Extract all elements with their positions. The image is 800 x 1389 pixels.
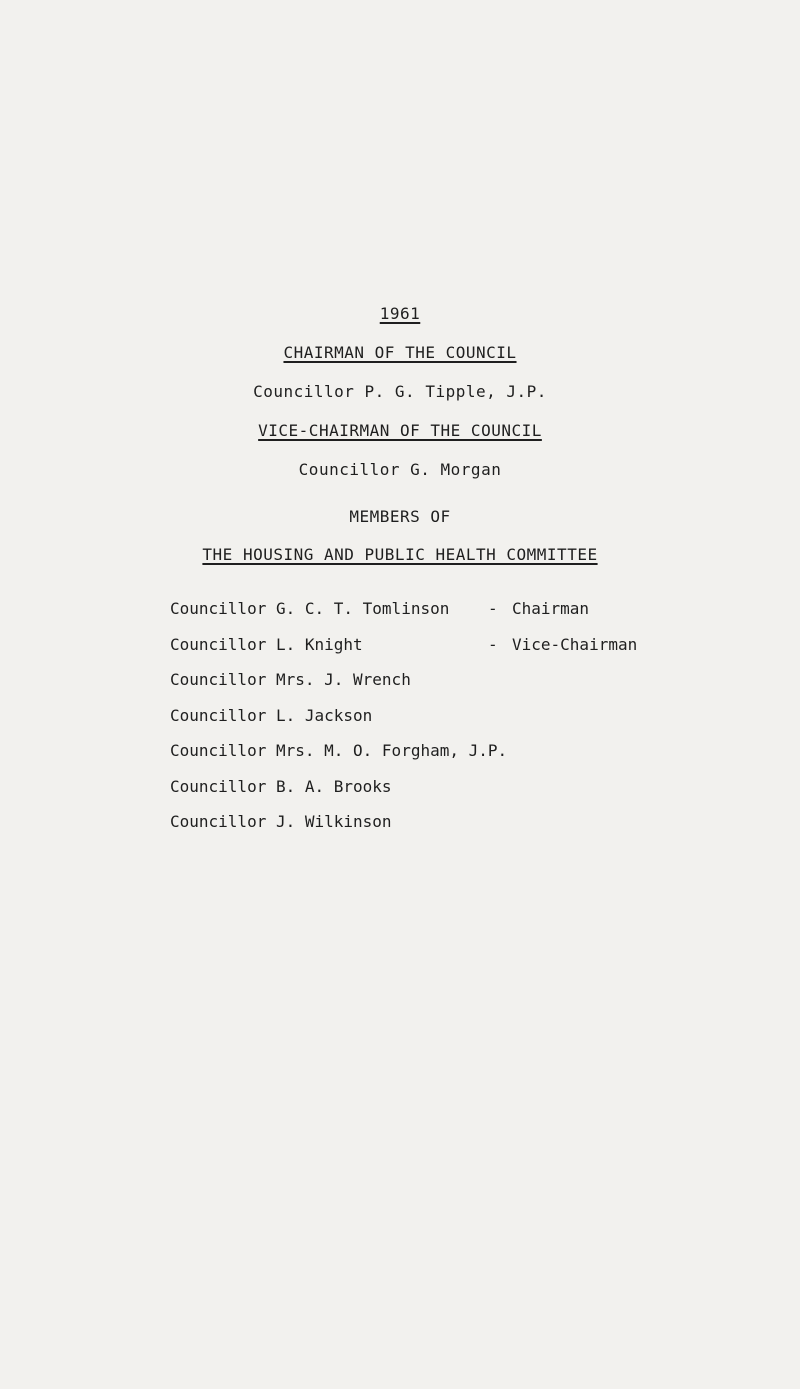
year-heading <box>0 304 800 323</box>
member-role: Chairman <box>512 599 590 618</box>
member-name: Councillor B. A. Brooks <box>170 776 392 796</box>
member-role: Vice-Chairman <box>512 634 638 654</box>
chairman-heading-text: CHAIRMAN OF THE COUNCIL <box>283 343 517 362</box>
committee-heading-line1: MEMBERS OF <box>349 507 451 526</box>
committee-heading-line2 <box>0 545 800 564</box>
member-name: Councillor L. Knight <box>170 634 363 654</box>
chairman-name: Councillor P. G. Tipple, J.P. <box>253 382 547 401</box>
member-name: Councillor J. Wilkinson <box>170 812 392 831</box>
committee-heading-text: THE HOUSING AND PUBLIC HEALTH COMMITTEE <box>202 545 598 564</box>
vice-chairman-heading-text: VICE-CHAIRMAN OF THE COUNCIL <box>258 421 542 440</box>
member-name: Councillor Mrs. M. O. Forgham, J.P. <box>170 741 508 760</box>
year-text: 1961 <box>379 304 421 323</box>
chairman-heading <box>0 343 800 362</box>
vice-chairman-name: Councillor G. Morgan <box>298 460 502 479</box>
vice-chairman-heading <box>0 421 800 440</box>
member-name: Councillor G. C. T. Tomlinson <box>170 599 450 618</box>
member-name: Councillor Mrs. J. Wrench <box>170 670 411 689</box>
member-dash: - <box>488 634 498 654</box>
member-name: Councillor L. Jackson <box>170 705 373 725</box>
member-dash: - <box>488 599 498 618</box>
